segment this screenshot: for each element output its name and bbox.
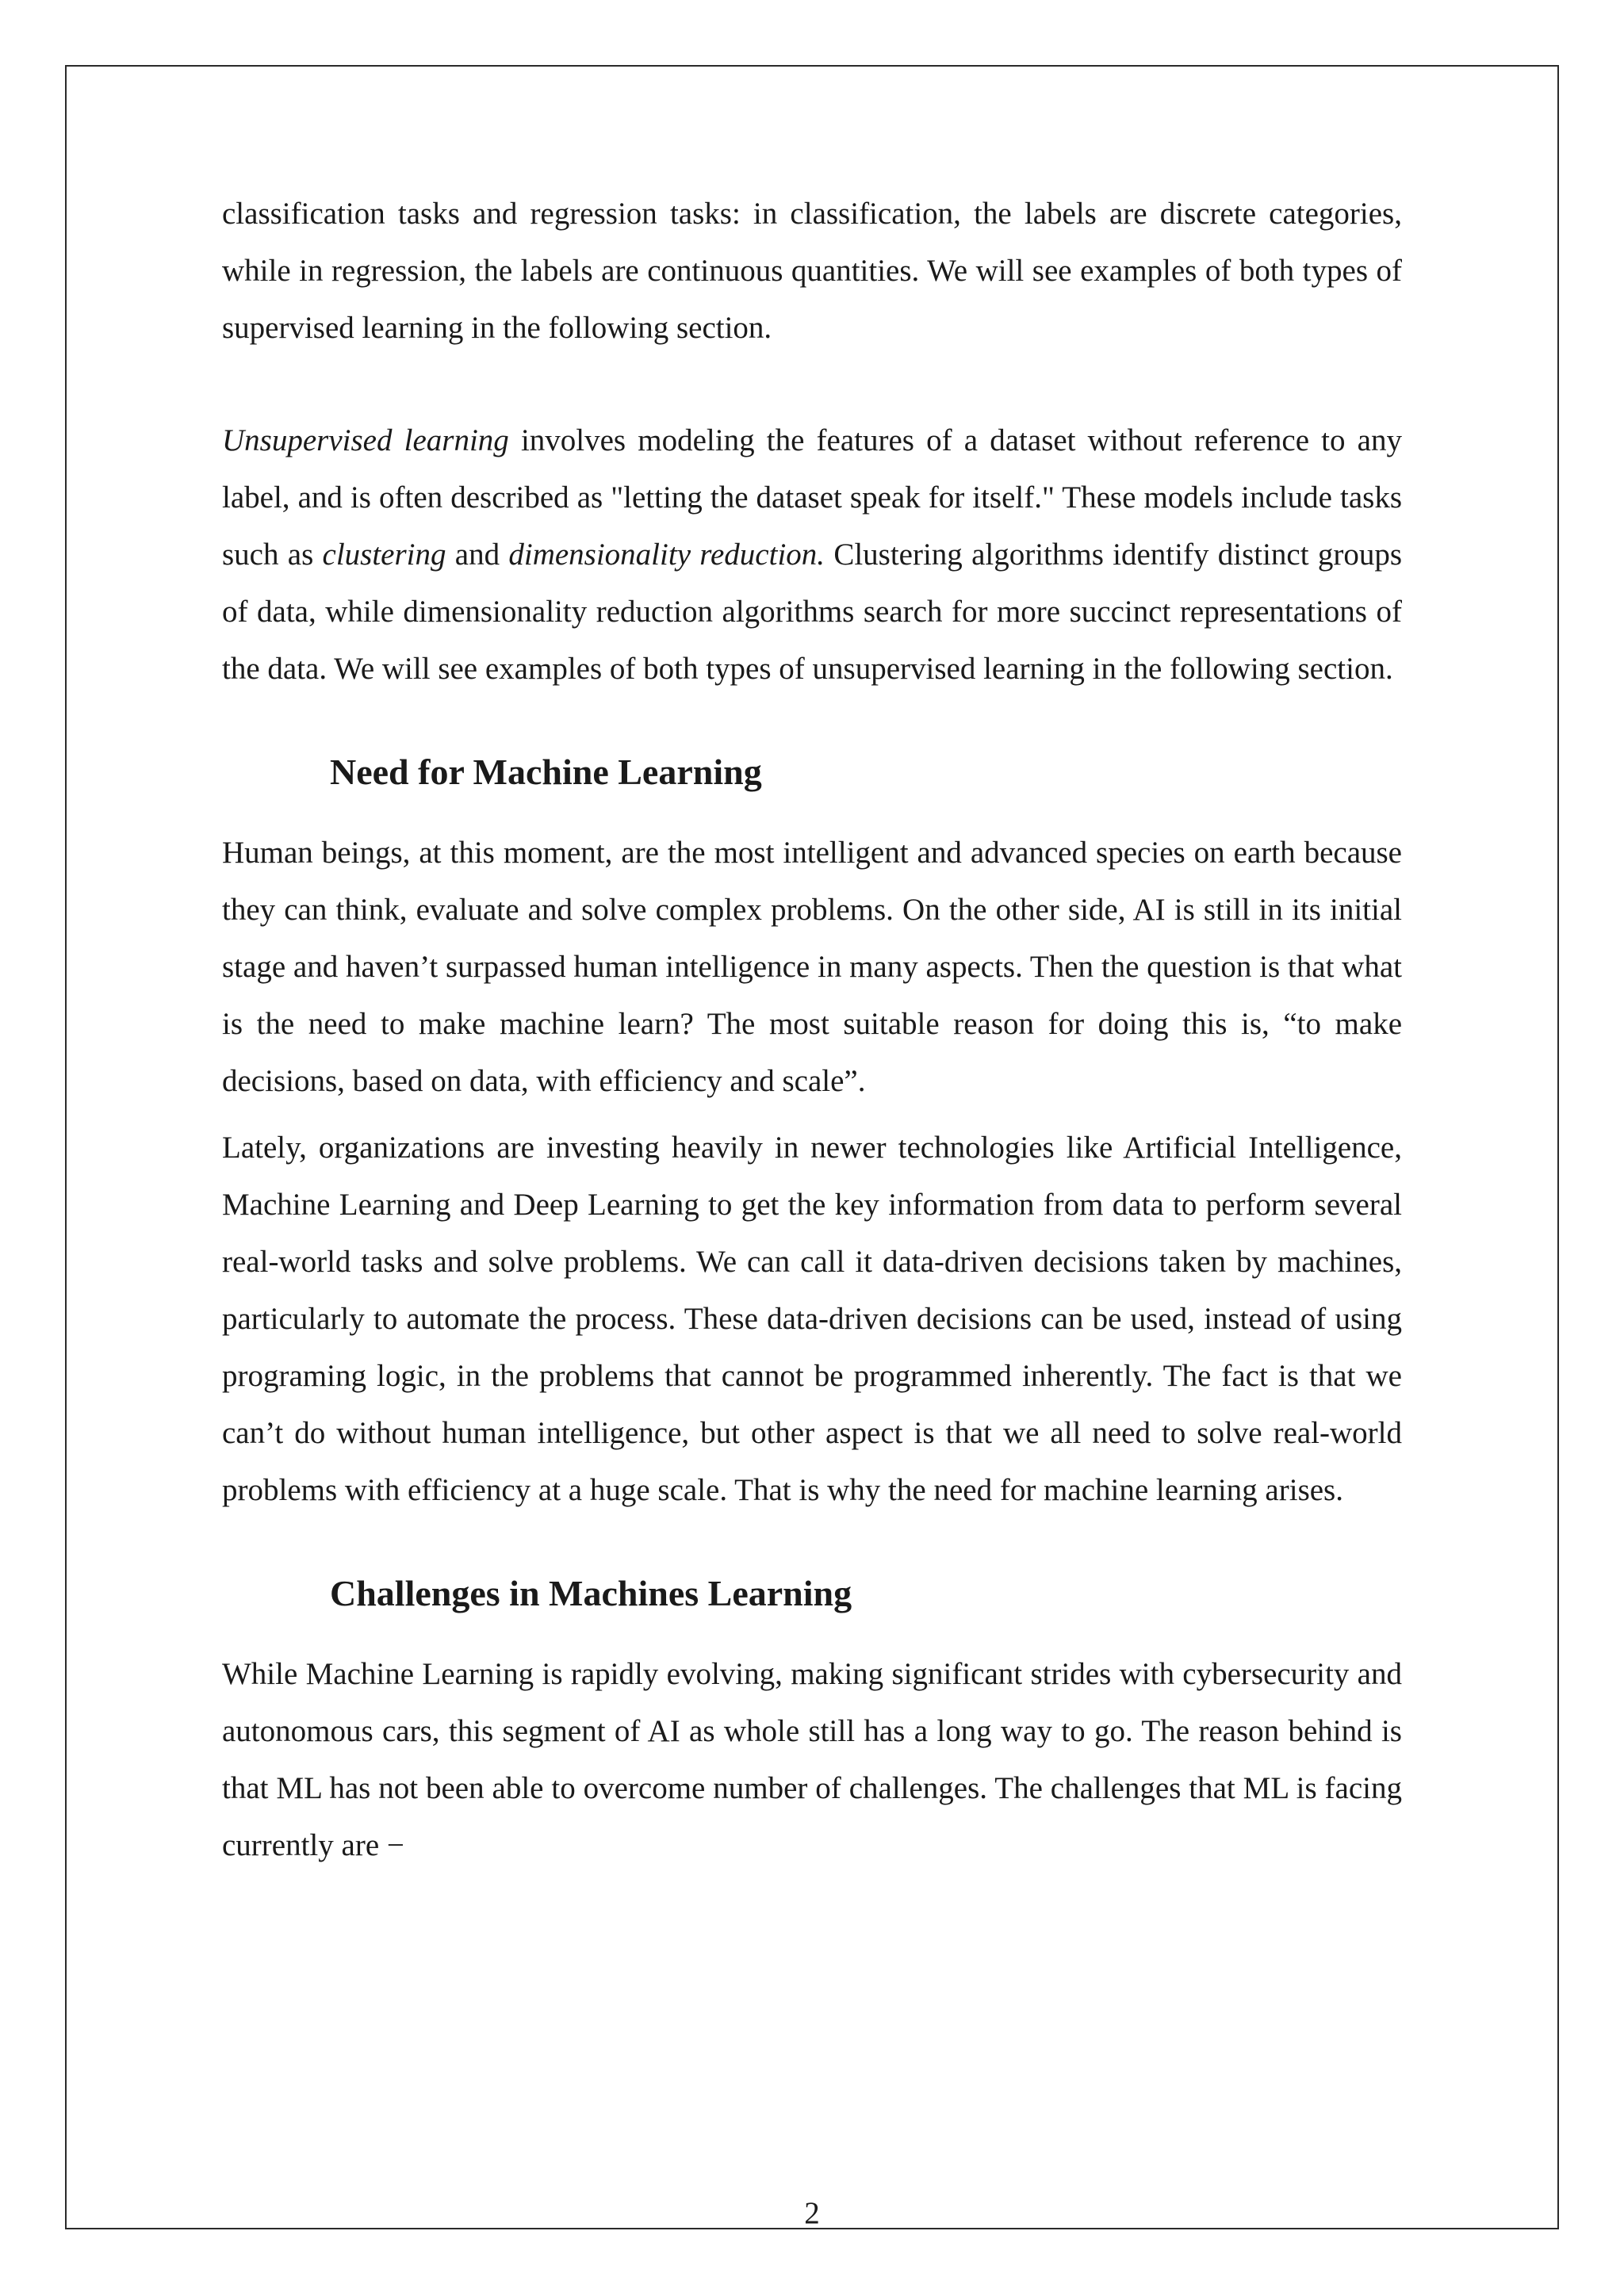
paragraph-need-human-beings: Human beings, at this moment, are the most intelligent and advanced species on earth because they can think, evaluate and solve complex problems. On the other side, AI is still in its initial stage and haven’t surpassed human intelligence in many aspects. Then the question is that what is the need to make machine learn? The most suitable reason for doing this is, “to make decisions, based on data, with efficiency and scale”. (222, 836, 1402, 1098)
page-content (222, 186, 1402, 1874)
heading-challenges-in-ml: Challenges in Machines Learning (330, 1573, 852, 1613)
term-unsupervised-learning: Unsupervised learning (222, 423, 509, 457)
paragraph-need-organizations: Lately, organizations are investing heavily in newer technologies like Artificial Intelligence, Machine Learning and Deep Learning to get the key information from data to perform several real-world tasks and solve problems. We can call it data-driven decisions taken by machines, particularly to automate the process. These data-driven decisions can be used, instead of using programing logic, in the problems that cannot be programmed inherently. The fact is that we can’t do without human intelligence, but other aspect is that we all need to solve real-world problems with efficiency at a huge scale. That is why the need for machine learning arises. (222, 1131, 1402, 1507)
paragraph-unsupervised-learning (222, 412, 1402, 698)
paragraph-text-segment: involves modeling the features of a dataset without reference to any label, and is often described as "letting the dataset speak for itself." These models include tasks such as (222, 423, 1402, 572)
heading-need-for-ml: Need for Machine Learning (330, 752, 762, 792)
page-number: 2 (804, 2196, 820, 2230)
term-clustering: clustering (322, 538, 446, 572)
paragraph-supervised-types: classification tasks and regression tasks: in classification, the labels are discrete categories, while in regression, the labels are continuous quantities. We will see examples of both types of supervised learning in the following section. (222, 197, 1402, 345)
paragraph-challenges: While Machine Learning is rapidly evolving, making significant strides with cybersecurity and autonomous cars, this segment of AI as whole still has a long way to go. The reason behind is that ML has not been able to overcome number of challenges. The challenges that ML is facing currently are − (222, 1657, 1402, 1862)
term-dimensionality-reduction: dimensionality reduction. (508, 538, 825, 572)
paragraph-text-segment: and (446, 538, 509, 572)
paragraph-text-segment: Clustering algorithms identify distinct groups of data, while dimensionality reduction algorithms search for more succinct representations of the data. We will see examples of both types of unsupervised learning in the following section. (222, 538, 1402, 686)
